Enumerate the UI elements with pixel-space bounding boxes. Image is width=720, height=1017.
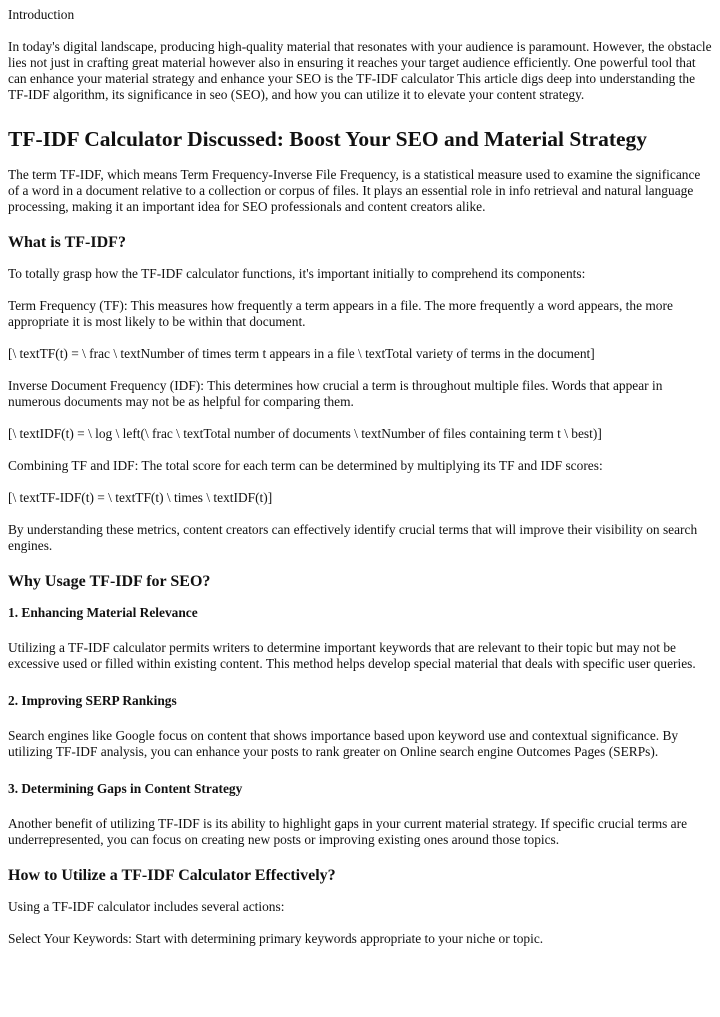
term-frequency-paragraph: Term Frequency (TF): This measures how frequently a term appears in a file. The more frequently a word appears, the more appropriate it is most likely to be within that document. bbox=[8, 298, 673, 329]
how-to-heading: How to Utilize a TF-IDF Calculator Effectively? bbox=[8, 867, 336, 884]
why-use-heading: Why Usage TF-IDF for SEO? bbox=[8, 573, 211, 590]
tfidf-formula: [\ textTF-IDF(t) = \ textTF(t) \ times \ textIDF(t)] bbox=[8, 490, 273, 505]
what-is-tfidf-heading: What is TF-IDF? bbox=[8, 234, 126, 251]
idf-paragraph: Inverse Document Frequency (IDF): This determines how crucial a term is throughout multiple files. Words that appear in numerous documents may not be as helpful for comparing them. bbox=[8, 378, 663, 409]
article bbox=[8, 0, 714, 947]
article-title: TF-IDF Calculator Discussed: Boost Your SEO and Material Strategy bbox=[8, 127, 648, 151]
serp-paragraph: Search engines like Google focus on content that shows importance based upon keyword use and contextual significance. By utilizing TF-IDF analysis, you can enhance your posts to rank greater on Online search engine Outcomes Pages (SERPs). bbox=[8, 728, 679, 759]
how-paragraph-1: Using a TF-IDF calculator includes several actions: bbox=[8, 899, 285, 914]
definition-paragraph: The term TF-IDF, which means Term Frequency-Inverse File Frequency, is a statistical measure used to examine the significance of a word in a document relative to a collection or corpus of files. It plays an essential role in info retrieval and natural language processing, making it an important idea for SEO professionals and content creators alike. bbox=[8, 167, 701, 214]
gaps-paragraph: Another benefit of utilizing TF-IDF is its ability to highlight gaps in your current material strategy. If specific crucial terms are underrepresented, you can focus on creating new posts or improving existing ones around those topics. bbox=[8, 816, 688, 847]
combining-paragraph: Combining TF and IDF: The total score for each term can be determined by multiplying its TF and IDF scores: bbox=[8, 458, 603, 473]
intro-paragraph: In today's digital landscape, producing high-quality material that resonates with your audience is paramount. However, the obstacle lies not just in crafting great material however also in ensuring it reaches your target audience efficiently. One powerful tool that can enhance your material strategy and enhance your SEO is the TF-IDF calculator This article digs deep into understanding the TF-IDF algorithm, its significance in seo (SEO), and how you can utilize it to elevate your content strategy. bbox=[8, 39, 712, 102]
tf-formula: [\ textTF(t) = \ frac \ textNumber of times term t appears in a file \ textTotal variety of terms in the document] bbox=[8, 346, 595, 361]
serp-subheading: 2. Improving SERP Rankings bbox=[8, 693, 177, 708]
what-paragraph-1: To totally grasp how the TF-IDF calculator functions, it's important initially to comprehend its components: bbox=[8, 266, 586, 281]
relevance-paragraph: Utilizing a TF-IDF calculator permits writers to determine important keywords that are relevant to their topic but may not be excessive used or filled within existing content. This method helps develop special material that deals with specific user queries. bbox=[8, 640, 696, 671]
relevance-subheading: 1. Enhancing Material Relevance bbox=[8, 605, 198, 620]
understanding-paragraph: By understanding these metrics, content creators can effectively identify crucial terms that will improve their visibility on search engines. bbox=[8, 522, 698, 553]
gaps-subheading: 3. Determining Gaps in Content Strategy bbox=[8, 781, 243, 796]
intro-label: Introduction bbox=[8, 7, 75, 22]
idf-formula: [\ textIDF(t) = \ log \ left(\ frac \ textTotal number of documents \ textNumber of files containing term t \ best)] bbox=[8, 426, 602, 441]
select-keywords-paragraph: Select Your Keywords: Start with determining primary keywords appropriate to your niche or topic. bbox=[8, 931, 544, 946]
